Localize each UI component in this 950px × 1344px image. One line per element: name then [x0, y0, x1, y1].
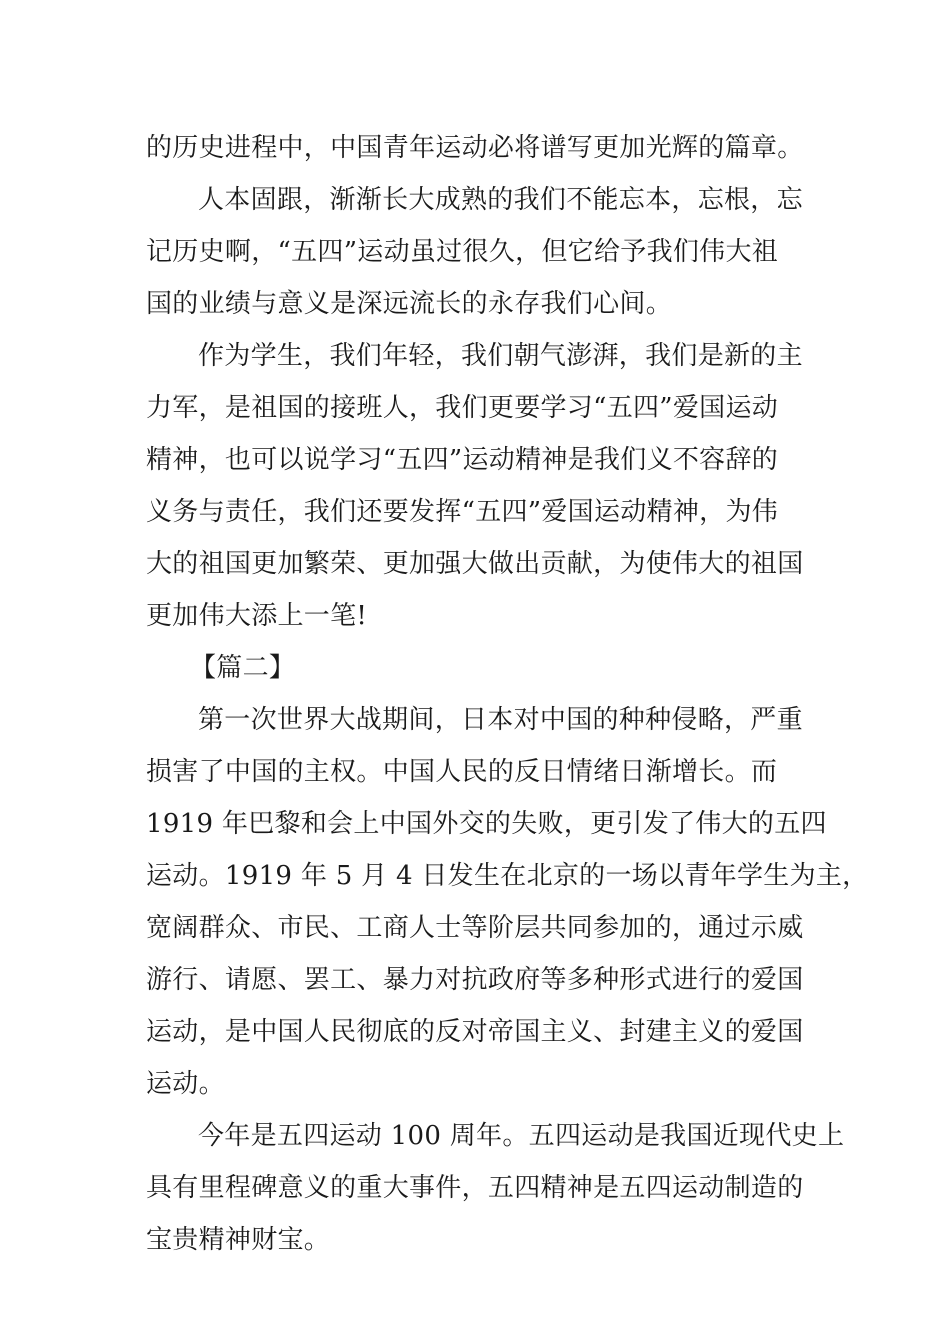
paragraph-start: 今年是五四运动 100 周年。五四运动是我国近现代史上 — [198, 1121, 845, 1151]
text-line: 游行、请愿、罢工、暴力对抗政府等多种形式进行的爱国 — [146, 965, 804, 995]
text-line: 损害了中国的主权。中国人民的反日情绪日渐增长。而 — [146, 757, 778, 787]
text-line: 运动。1919 年 5 月 4 日发生在北京的一场以青年学生为主， — [146, 861, 869, 891]
text-line: 1919 年巴黎和会上中国外交的失败，更引发了伟大的五四 — [146, 809, 827, 839]
paragraph-start: 作为学生，我们年轻，我们朝气澎湃，我们是新的主 — [198, 341, 803, 371]
text-line: 具有里程碑意义的重大事件，五四精神是五四运动制造的 — [146, 1173, 804, 1203]
section-heading: 【篇二】 — [190, 653, 296, 683]
text-line: 记历史啊，“五四”运动虽过很久，但它给予我们伟大祖 — [146, 237, 779, 267]
text-line: 大的祖国更加繁荣、更加强大做出贡献，为使伟大的祖国 — [146, 549, 804, 579]
text-line: 更加伟大添上一笔! — [146, 601, 368, 631]
text-line: 宝贵精神财宝。 — [146, 1225, 331, 1255]
text-line: 运动，是中国人民彻底的反对帝国主义、封建主义的爱国 — [146, 1017, 804, 1047]
text-line: 力军，是祖国的接班人，我们更要学习“五四”爱国运动 — [146, 393, 779, 423]
text-line: 国的业绩与意义是深远流长的永存我们心间。 — [146, 289, 673, 319]
text-line: 宽阔群众、市民、工商人士等阶层共同参加的，通过示威 — [146, 913, 804, 943]
paragraph-start: 人本固跟，渐渐长大成熟的我们不能忘本，忘根，忘 — [198, 185, 803, 215]
text-line: 精神，也可以说学习“五四”运动精神是我们义不容辞的 — [146, 445, 779, 475]
text-line: 义务与责任，我们还要发挥“五四”爱国运动精神，为伟 — [146, 497, 779, 527]
paragraph-start: 第一次世界大战期间，日本对中国的种种侵略，严重 — [198, 705, 803, 735]
text-line: 运动。 — [146, 1069, 225, 1099]
text-line: 的历史进程中，中国青年运动必将谱写更加光辉的篇章。 — [146, 133, 804, 163]
